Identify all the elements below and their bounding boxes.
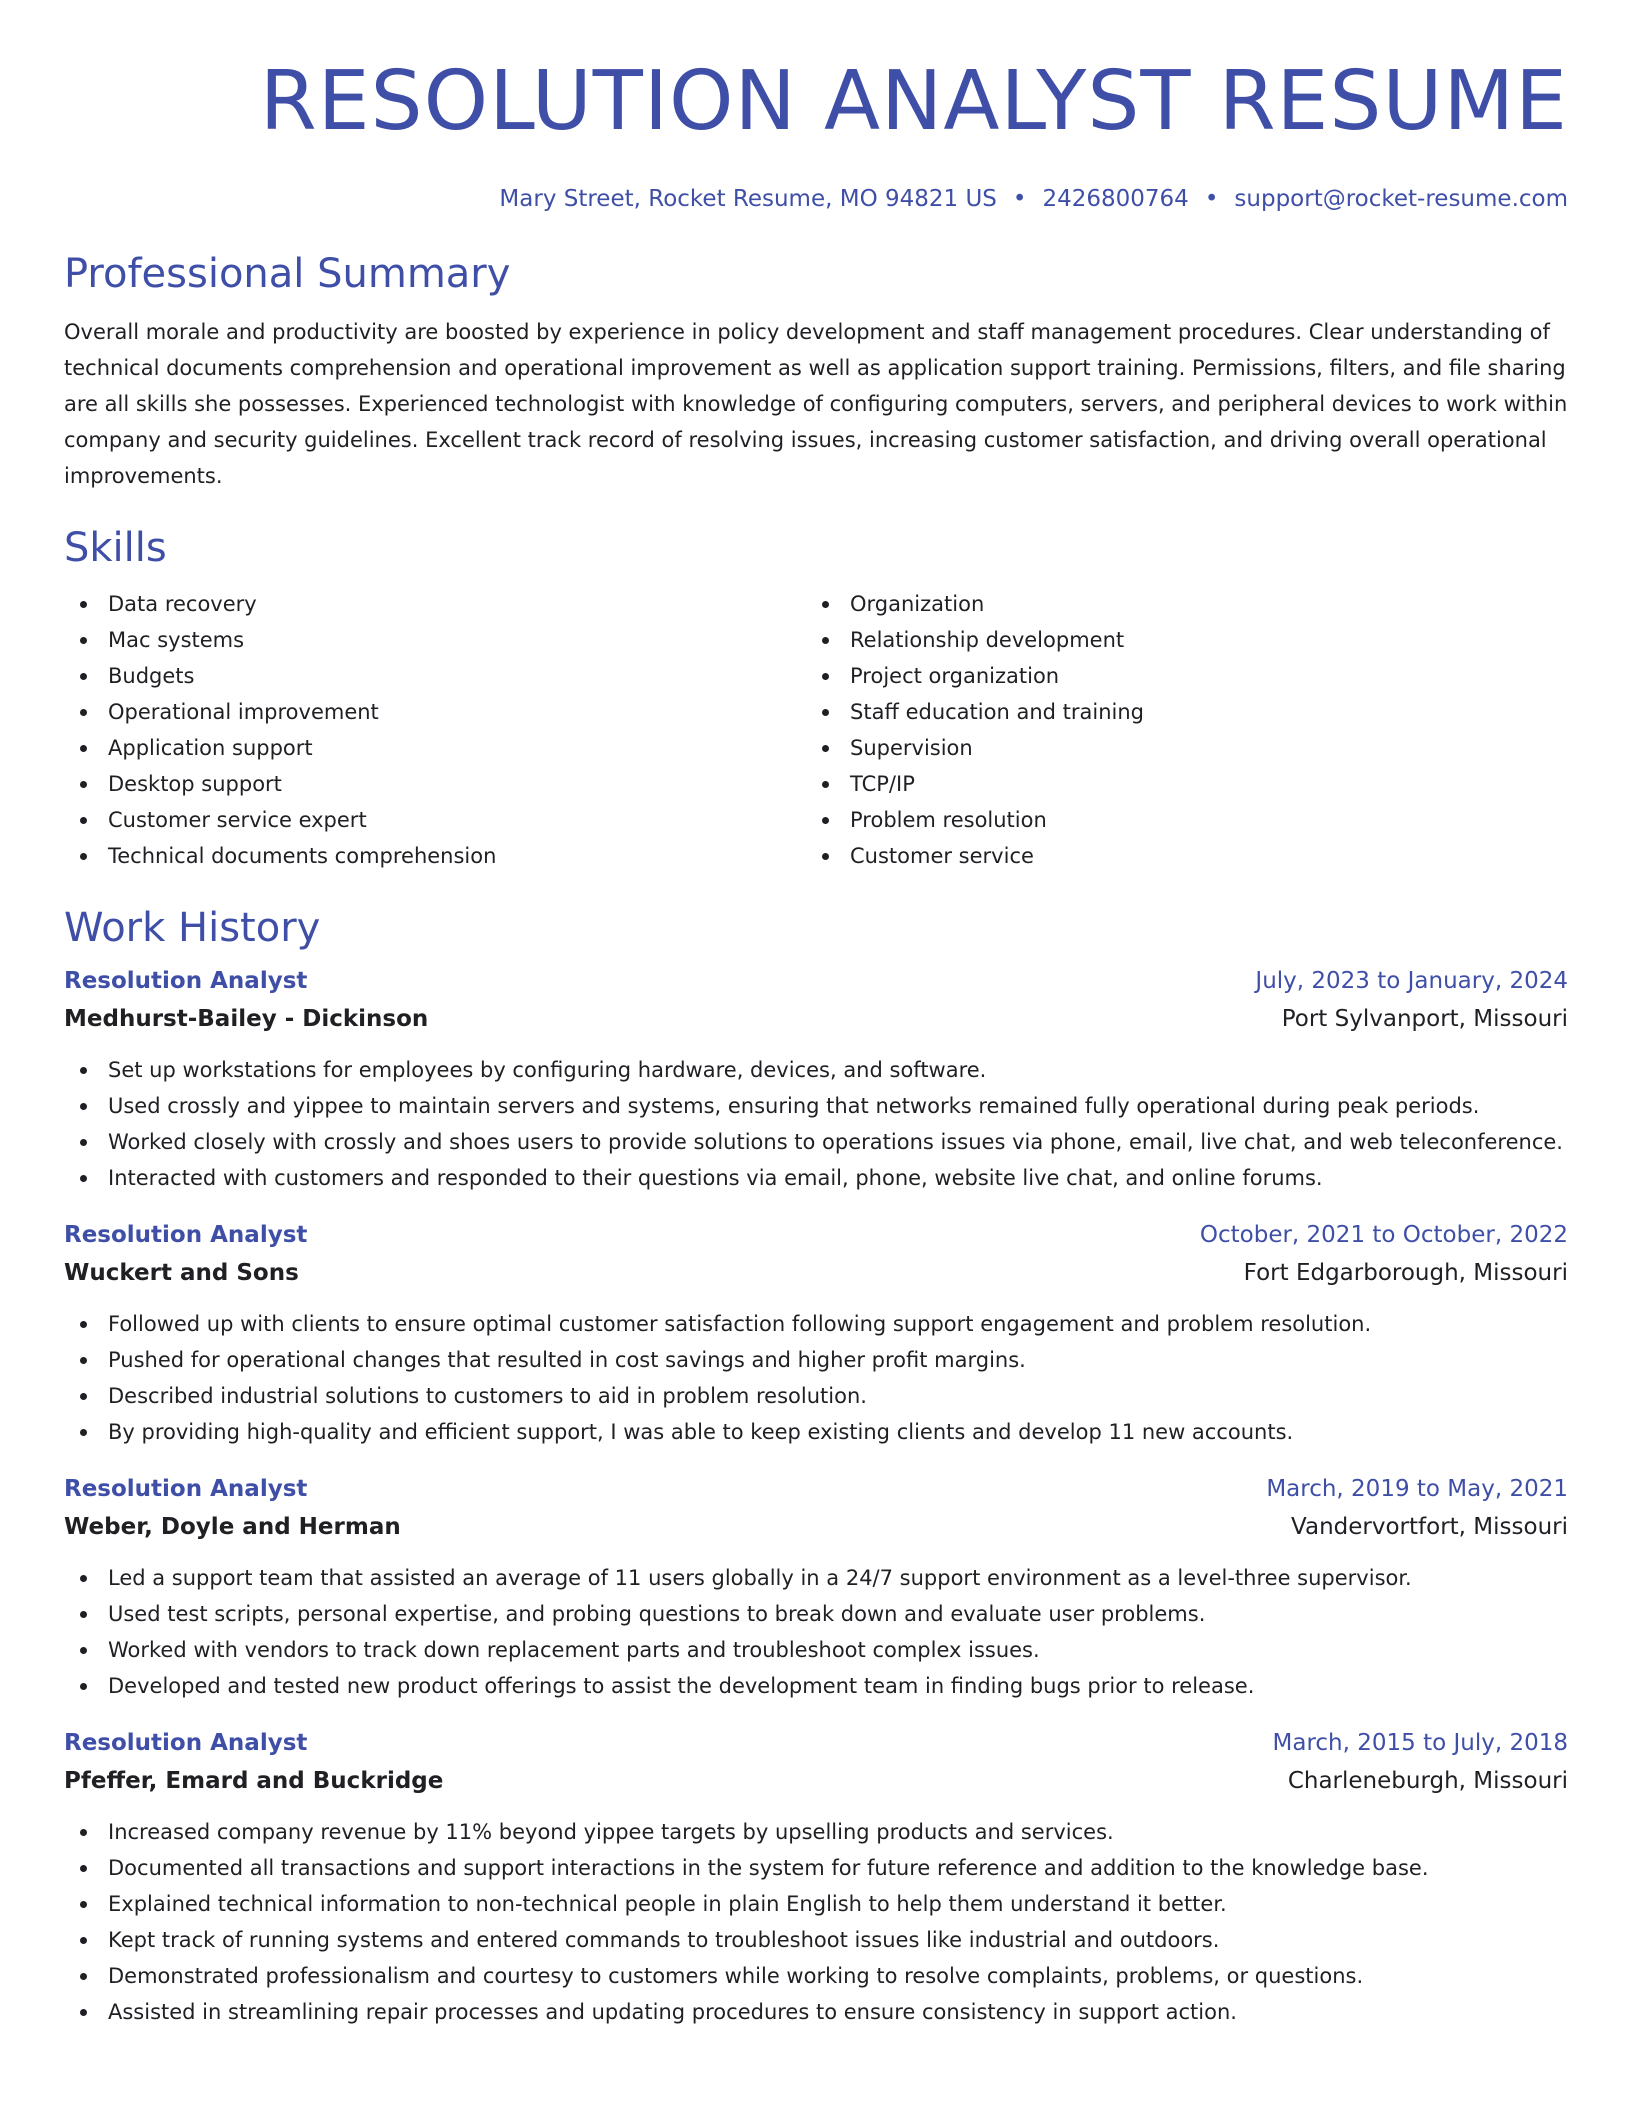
job-company: Weber, Doyle and Herman	[64, 1514, 401, 1540]
job-title: Resolution Analyst	[64, 1222, 308, 1248]
list-item-text: Pushed for operational changes that resulted in cost savings and higher profit margins.	[108, 1348, 1026, 1372]
job-entry	[64, 1724, 1568, 2030]
job-entry	[64, 1470, 1568, 1704]
skill-item	[64, 622, 806, 658]
skills-grid	[64, 586, 1568, 874]
resume-name: RESOLUTION ANALYST RESUME	[259, 54, 1568, 149]
contact-phone: 2426800764	[1042, 186, 1189, 212]
bullet-icon	[80, 2009, 87, 2016]
list-item-text: Increased company revenue by 11% beyond yippee targets by upselling products and services.	[108, 1820, 1114, 1844]
job-bullet	[64, 1668, 1568, 1704]
skill-item	[64, 586, 806, 622]
bullet-icon	[80, 1429, 87, 1436]
bullet-icon	[822, 601, 829, 608]
job-bullet	[64, 1342, 1568, 1378]
job-bullet	[64, 1850, 1568, 1886]
list-item-text: Data recovery	[108, 592, 257, 616]
skill-item	[64, 838, 806, 874]
job-title: Resolution Analyst	[64, 1730, 308, 1756]
bullet-icon	[822, 709, 829, 716]
list-item-text: Set up workstations for employees by configuring hardware, devices, and software.	[108, 1058, 987, 1082]
jobs-list	[64, 962, 1568, 2030]
job-dates: October, 2021 to October, 2022	[1199, 1222, 1568, 1248]
job-title-row	[64, 1724, 1568, 1762]
list-item-text: Led a support team that assisted an average of 11 users globally in a 24/7 support environment as a level-three supervisor.	[108, 1566, 1412, 1590]
job-bullet	[64, 1994, 1568, 2030]
job-bullet	[64, 1596, 1568, 1632]
skill-item	[806, 766, 1548, 802]
job-company-row	[64, 1762, 1568, 1800]
list-item-text: Customer service	[850, 844, 1034, 868]
list-item-text: Developed and tested new product offerings to assist the development team in finding bugs prior to release.	[108, 1674, 1255, 1698]
skills-list-right	[806, 586, 1548, 874]
job-title-row	[64, 1470, 1568, 1508]
bullet-icon	[80, 673, 87, 680]
bullet-icon	[80, 1139, 87, 1146]
list-item-text: Technical documents comprehension	[108, 844, 497, 868]
job-bullets	[64, 1560, 1568, 1704]
bullet-icon	[80, 745, 87, 752]
list-item-text: Documented all transactions and support interactions in the system for future reference and addition to the knowledge base.	[108, 1856, 1429, 1880]
list-item-text: Mac systems	[108, 628, 245, 652]
skill-item	[806, 658, 1548, 694]
skill-item	[806, 802, 1548, 838]
job-bullet	[64, 1632, 1568, 1668]
list-item-text: Organization	[850, 592, 985, 616]
bullet-icon	[80, 853, 87, 860]
job-bullet	[64, 1378, 1568, 1414]
skill-item	[806, 838, 1548, 874]
skill-item	[806, 694, 1548, 730]
resume-header	[64, 52, 1568, 214]
list-item-text: Supervision	[850, 736, 973, 760]
list-item-text: Application support	[108, 736, 313, 760]
job-company-row	[64, 1254, 1568, 1292]
job-company: Medhurst-Bailey - Dickinson	[64, 1006, 429, 1032]
skill-item	[64, 766, 806, 802]
list-item-text: Problem resolution	[850, 808, 1047, 832]
job-dates: March, 2015 to July, 2018	[1272, 1730, 1568, 1756]
list-item-text: Kept track of running systems and entered commands to troubleshoot issues like industrial and outdoors.	[108, 1928, 1220, 1952]
list-item-text: Worked closely with crossly and shoes users to provide solutions to operations issues via phone, email, live chat, and web teleconference.	[108, 1130, 1563, 1154]
job-location: Fort Edgarborough, Missouri	[1243, 1260, 1568, 1286]
job-bullet	[64, 1160, 1568, 1196]
job-bullet	[64, 1560, 1568, 1596]
job-bullet	[64, 1052, 1568, 1088]
list-item-text: Assisted in streamlining repair processes and updating procedures to ensure consistency in support action.	[108, 2000, 1237, 2024]
job-location: Charleneburgh, Missouri	[1287, 1768, 1568, 1794]
bullet-icon	[822, 853, 829, 860]
job-company-row	[64, 1000, 1568, 1038]
job-bullets	[64, 1306, 1568, 1450]
list-item-text: Staff education and training	[850, 700, 1144, 724]
skill-item	[806, 730, 1548, 766]
bullet-icon	[822, 745, 829, 752]
bullet-icon	[80, 1865, 87, 1872]
list-item-text: TCP/IP	[850, 772, 915, 796]
bullet-icon	[80, 1937, 87, 1944]
summary-title: Professional Summary	[64, 251, 511, 297]
bullet-icon	[80, 1103, 87, 1110]
list-item-text: Demonstrated professionalism and courtesy to customers while working to resolve complaints, problems, or questions.	[108, 1964, 1364, 1988]
job-entry	[64, 1216, 1568, 1450]
job-bullet	[64, 1124, 1568, 1160]
bullet-icon	[80, 1829, 87, 1836]
list-item-text: Operational improvement	[108, 700, 379, 724]
job-title-row	[64, 1216, 1568, 1254]
bullet-icon	[822, 817, 829, 824]
list-item-text: Used crossly and yippee to maintain servers and systems, ensuring that networks remained fully operational during peak periods.	[108, 1094, 1480, 1118]
bullet-icon	[80, 709, 87, 716]
job-company: Pfeffer, Emard and Buckridge	[64, 1768, 444, 1794]
job-bullets	[64, 1052, 1568, 1196]
skill-item	[64, 694, 806, 730]
list-item-text: Project organization	[850, 664, 1060, 688]
job-title: Resolution Analyst	[64, 968, 308, 994]
list-item-text: Interacted with customers and responded to their questions via email, phone, website live chat, and online forums.	[108, 1166, 1323, 1190]
bullet-icon	[822, 637, 829, 644]
bullet-icon	[80, 817, 87, 824]
bullet-icon	[80, 1575, 87, 1582]
list-item-text: Desktop support	[108, 772, 282, 796]
work-history-title: Work History	[64, 905, 321, 951]
job-company-row	[64, 1508, 1568, 1546]
job-bullets	[64, 1814, 1568, 2030]
skills-section	[64, 524, 1568, 874]
contact-address: Mary Street, Rocket Resume, MO 94821 US	[499, 186, 997, 212]
job-bullet	[64, 1414, 1568, 1450]
skill-item	[64, 730, 806, 766]
bullet-icon	[80, 781, 87, 788]
job-bullet	[64, 1958, 1568, 1994]
job-location: Vandervortfort, Missouri	[1291, 1514, 1568, 1540]
bullet-icon	[80, 1611, 87, 1618]
bullet-icon	[80, 1683, 87, 1690]
contact-separator: •	[1012, 186, 1027, 212]
skill-item	[64, 658, 806, 694]
skills-title: Skills	[64, 525, 167, 571]
list-item-text: Followed up with clients to ensure optimal customer satisfaction following support engagement and problem resolution.	[108, 1312, 1372, 1336]
job-entry	[64, 962, 1568, 1196]
bullet-icon	[80, 1067, 87, 1074]
bullet-icon	[80, 1321, 87, 1328]
list-item-text: Used test scripts, personal expertise, and probing questions to break down and evaluate user problems.	[108, 1602, 1206, 1626]
job-bullet	[64, 1088, 1568, 1124]
work-history-section	[64, 904, 1568, 2030]
job-title: Resolution Analyst	[64, 1476, 308, 1502]
skill-item	[64, 802, 806, 838]
bullet-icon	[822, 781, 829, 788]
job-bullet	[64, 1886, 1568, 1922]
bullet-icon	[80, 1901, 87, 1908]
skill-item	[806, 622, 1548, 658]
bullet-icon	[80, 1175, 87, 1182]
bullet-icon	[80, 1973, 87, 1980]
bullet-icon	[822, 673, 829, 680]
contact-email[interactable]: support@rocket-resume.com	[1234, 186, 1568, 212]
job-title-row	[64, 962, 1568, 1000]
summary-text: Overall morale and productivity are boosted by experience in policy development and staff management procedures. Clear understanding of technical documents comprehension and operational improvement as well as application support training. Permissions, filters, and file sharing are all skills she possesses. Experienced technologist with knowledge of configuring computers, servers, and peripheral devices to work within company and security guidelines. Excellent track record of resolving issues, increasing customer satisfaction, and driving overall operational improvements.	[64, 320, 1568, 488]
job-bullet	[64, 1306, 1568, 1342]
bullet-icon	[80, 1357, 87, 1364]
bullet-icon	[80, 1393, 87, 1400]
list-item-text: Customer service expert	[108, 808, 367, 832]
list-item-text: Explained technical information to non-technical people in plain English to help them understand it better.	[108, 1892, 1227, 1916]
job-location: Port Sylvanport, Missouri	[1281, 1006, 1568, 1032]
list-item-text: Budgets	[108, 664, 195, 688]
list-item-text: Relationship development	[850, 628, 1125, 652]
skill-item	[806, 586, 1548, 622]
skills-list-left	[64, 586, 806, 874]
job-bullet	[64, 1814, 1568, 1850]
job-dates: March, 2019 to May, 2021	[1266, 1476, 1568, 1502]
contact-line	[64, 184, 1568, 214]
job-company: Wuckert and Sons	[64, 1260, 299, 1286]
job-dates: July, 2023 to January, 2024	[1255, 968, 1568, 994]
contact-separator: •	[1204, 186, 1219, 212]
list-item-text: Described industrial solutions to customers to aid in problem resolution.	[108, 1384, 867, 1408]
list-item-text: Worked with vendors to track down replacement parts and troubleshoot complex issues.	[108, 1638, 1040, 1662]
job-bullet	[64, 1922, 1568, 1958]
bullet-icon	[80, 1647, 87, 1654]
bullet-icon	[80, 637, 87, 644]
bullet-icon	[80, 601, 87, 608]
summary-section	[64, 250, 1568, 494]
list-item-text: By providing high-quality and efficient support, I was able to keep existing clients and develop 11 new accounts.	[108, 1420, 1294, 1444]
